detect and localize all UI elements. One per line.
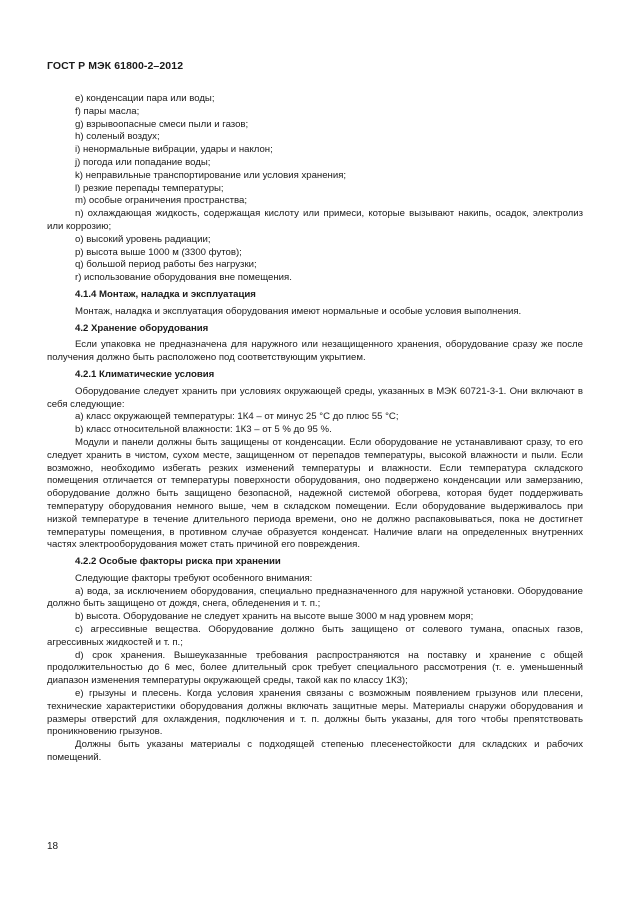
list-item: h) соленый воздух; [75, 131, 160, 143]
list-item: g) взрывоопасные смеси пыли и газов; [75, 118, 249, 130]
list-item: с) агрессивные вещества. Оборудование должно быть защищено от солевого тумана, опасных газов, агрессивных жидкостей и т. п.; [47, 624, 583, 648]
list-item: а) вода, за исключением оборудования, специально предназначенного для наружной установки. Оборудование должно быть защищено от дождя, снега, обледенения и т. п.; [47, 585, 583, 610]
list-item: m) особые ограничения пространства; [75, 195, 248, 207]
list-item: i) ненормальные вибрации, удары и наклон; [75, 144, 273, 156]
list-item: p) высота выше 1000 м (3300 футов); [75, 246, 242, 258]
paragraph: Монтаж, наладка и эксплуатация оборудования имеют нормальные и особые условия выполнения. [75, 305, 522, 317]
paragraph: Если упаковка не предназначена для наружного или незащищенного хранения, оборудование сразу же после получения должно быть расположено под соответствующим укрытием. [47, 339, 583, 364]
paragraph: Должны быть указаны материалы с подходящей степенью плесенестойкости для складских и рабочих помещений. [47, 739, 583, 764]
list-item: q) большой период работы без нагрузки; [75, 259, 257, 271]
list-item: f) пары масла; [75, 105, 140, 117]
section-heading-4-2-1: 4.2.1 Климатические условия [75, 368, 215, 380]
list-item: b) класс относительной влажности: 1К3 – от 5 % до 95 %. [75, 424, 332, 436]
list-item: o) высокий уровень радиации; [75, 233, 211, 245]
paragraph: Оборудование следует хранить при условиях окружающей среды, указанных в МЭК 60721-3-1. Они включают в себя следующие: [47, 385, 583, 410]
section-heading-4-1-4: 4.1.4 Монтаж, наладка и эксплуатация [75, 288, 256, 300]
document-header: ГОСТ Р МЭК 61800-2–2012 [47, 60, 184, 72]
list-item: r) использование оборудования вне помещения. [75, 272, 292, 284]
list-item: е) конденсации пара или воды; [75, 93, 215, 104]
list-item: b) высота. Оборудование не следует хранить на высоте выше 3000 м над уровнем моря; [75, 611, 474, 623]
list-item: а) класс окружающей температуры: 1К4 – от минус 25 °С до плюс 55 °С; [75, 411, 399, 423]
list-item: j) погода или попадание воды; [75, 156, 211, 168]
paragraph: Модули и панели должны быть защищены от конденсации. Если оборудование не устанавливают сразу, то его следует хранить в чистом, сухом месте, защищенном от перепадов температуры, высокой влажности и пыли. Если возможно, необходимо избегать резких изменений температуры и влажности. Если температура складского помещения отличается от температуры поверхности оборудования, оно подвержено конденсации или замерзанию, оборудование должно быть защищено безопасной, надежной системой обогрева, которая будет поддерживать температуру оборудования немного выше, чем в складском помещении. Если оборудование выдерживалось при низкой температуре в течение длительного периода времени, оно не должно распаковываться, пока не достигнет температуры помещения, в противном случае образуется конденсат. Наличие влаги на определенных внутренних частях электрооборудования может стать причиной его повреждения. [47, 436, 583, 551]
section-heading-4-2-2: 4.2.2 Особые факторы риска при хранении [75, 556, 281, 568]
list-item: n) охлаждающая жидкость, содержащая кислоту или примеси, которые вызывают накипь, осадок, электролиз или коррозию; [47, 208, 583, 232]
section-heading-4-2: 4.2 Хранение оборудования [75, 322, 209, 334]
list-item: l) резкие перепады температуры; [75, 182, 224, 194]
page-content [47, 93, 583, 765]
page-number: 18 [47, 841, 59, 852]
list-item: d) срок хранения. Вышеуказанные требования распространяются на поставку и хранение с общей продолжительностью до 6 мес, более длительный срок требует специального рассмотрения (т. е. уменьшенный диапазон изменения температуры окружающей среды, такой как по классу 1К3); [47, 649, 583, 687]
list-item: е) грызуны и плесень. Когда условия хранения связаны с возможным появлением грызунов или плесени, технические характеристики оборудования должны включать защитные меры. Материалы снаружи оборудования и размеры отверстий для охлаждения, подключения и т. п. должны быть указаны, для того чтобы препятствовать проникновению грызунов. [47, 688, 583, 738]
list-item: k) неправильные транспортирование или условия хранения; [75, 169, 347, 181]
paragraph: Следующие факторы требуют особенного внимания: [75, 572, 313, 584]
